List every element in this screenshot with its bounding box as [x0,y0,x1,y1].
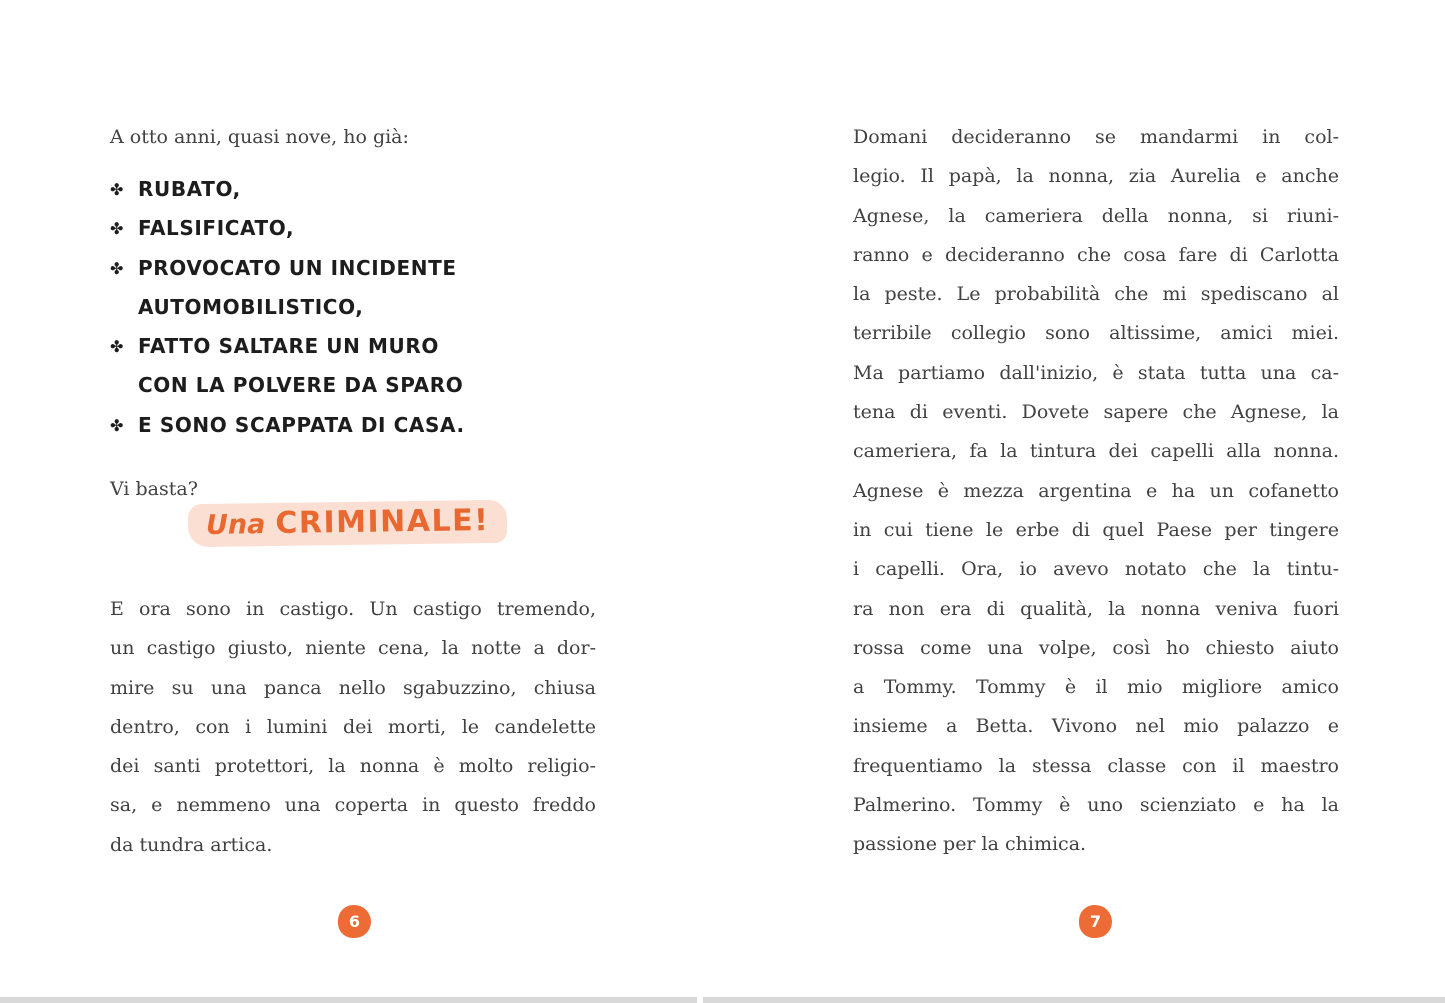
exclamation-highlight [188,500,508,547]
paragraph-line: tena di eventi. Dovete sapere che Agnese, la [853,401,1339,424]
list-item [110,209,596,248]
list-item [110,249,596,328]
page-number-badge [1079,905,1112,938]
list-item-text: CON LA POLVERE DA SPARO [138,373,464,398]
paragraph-line: da tundra artica. [110,833,273,856]
flower-bullet-icon: ✤ [110,415,124,435]
paragraph-line: dentro, con i lumini dei morti, le candelette [110,715,596,738]
question-text: Vi basta? [110,478,198,500]
paragraph-line: mire su una panca nello sgabuzzino, chiusa [110,676,596,699]
list-item-text: FALSIFICATO, [138,216,295,241]
page-number: 7 [1089,912,1102,931]
list-item-text: E SONO SCAPPATA DI CASA. [138,412,465,437]
list-item-text: RUBATO, [138,177,241,201]
paragraph-line: insieme a Betta. Vivono nel mio palazzo e [853,715,1339,738]
list-item [110,170,596,209]
flower-bullet-icon: ✤ [110,337,124,357]
crime-list [110,170,596,445]
paragraph-line: frequentiamo la stessa classe con il maestro [853,754,1339,777]
left-paragraph [110,590,596,865]
paragraph-line: Agnese, la cameriera della nonna, si riuni- [853,204,1339,227]
list-item [110,327,596,406]
paragraph-line: Palmerino. Tommy è uno scienziato e ha la [853,794,1339,817]
paragraph-line: ra non era di qualità, la nonna veniva fuori [853,597,1339,620]
flower-bullet-icon: ✤ [110,258,124,278]
list-item [110,406,596,445]
paragraph-line: terribile collegio sono altissime, amici miei. [853,322,1339,345]
list-item-text: AUTOMOBILISTICO, [138,294,364,319]
paragraph-line: dei santi protettori, la nonna è molto religio- [110,755,596,778]
paragraph-line: Ma partiamo dall'inizio, è stata tutta una ca- [853,361,1339,384]
paragraph-line: sa, e nemmeno una coperta in questo freddo [110,794,596,817]
paragraph-line: la peste. Le probabilità che mi spediscano al [853,283,1339,306]
exclamation-prefix: Una [205,509,266,541]
list-item-text: PROVOCATO UN INCIDENTE [138,255,457,280]
paragraph-line: cameriera, fa la tintura dei capelli alla nonna. [853,440,1339,463]
paragraph-line: in cui tiene le erbe di quel Paese per tingere [853,518,1339,541]
left-intro-text: A otto anni, quasi nove, ho già: [110,126,409,148]
paragraph-line: legio. Il papà, la nonna, zia Aurelia e anche [853,165,1339,188]
paragraph-line: Domani decideranno se mandarmi in col- [853,126,1339,148]
paragraph-line: ranno e decideranno che cosa fare di Carlotta [853,243,1339,266]
paragraph-line: un castigo giusto, niente cena, la notte a dor- [110,637,596,660]
flower-bullet-icon: ✤ [110,219,124,239]
exclamation-word: CRIMINALE! [275,503,490,542]
paragraph-line: Agnese è mezza argentina e ha un cofanetto [853,479,1339,502]
paragraph-line: a Tommy. Tommy è il mio migliore amico [853,676,1339,699]
footer-rule-right [703,997,1445,1003]
flower-bullet-icon: ✤ [110,180,124,199]
paragraph-line: i capelli. Ora, io avevo notato che la tintu- [853,558,1339,581]
exclamation-banner [188,502,507,545]
list-item-text: FATTO SALTARE UN MURO [138,334,439,359]
right-paragraph [853,118,1339,865]
page-number: 6 [348,912,361,931]
page-number-badge [338,905,371,938]
footer-rule-left [0,997,697,1003]
paragraph-line: rossa come una volpe, così ho chiesto aiuto [853,636,1339,659]
paragraph-line: passione per la chimica. [853,833,1087,856]
paragraph-line: E ora sono in castigo. Un castigo tremendo, [110,598,596,620]
